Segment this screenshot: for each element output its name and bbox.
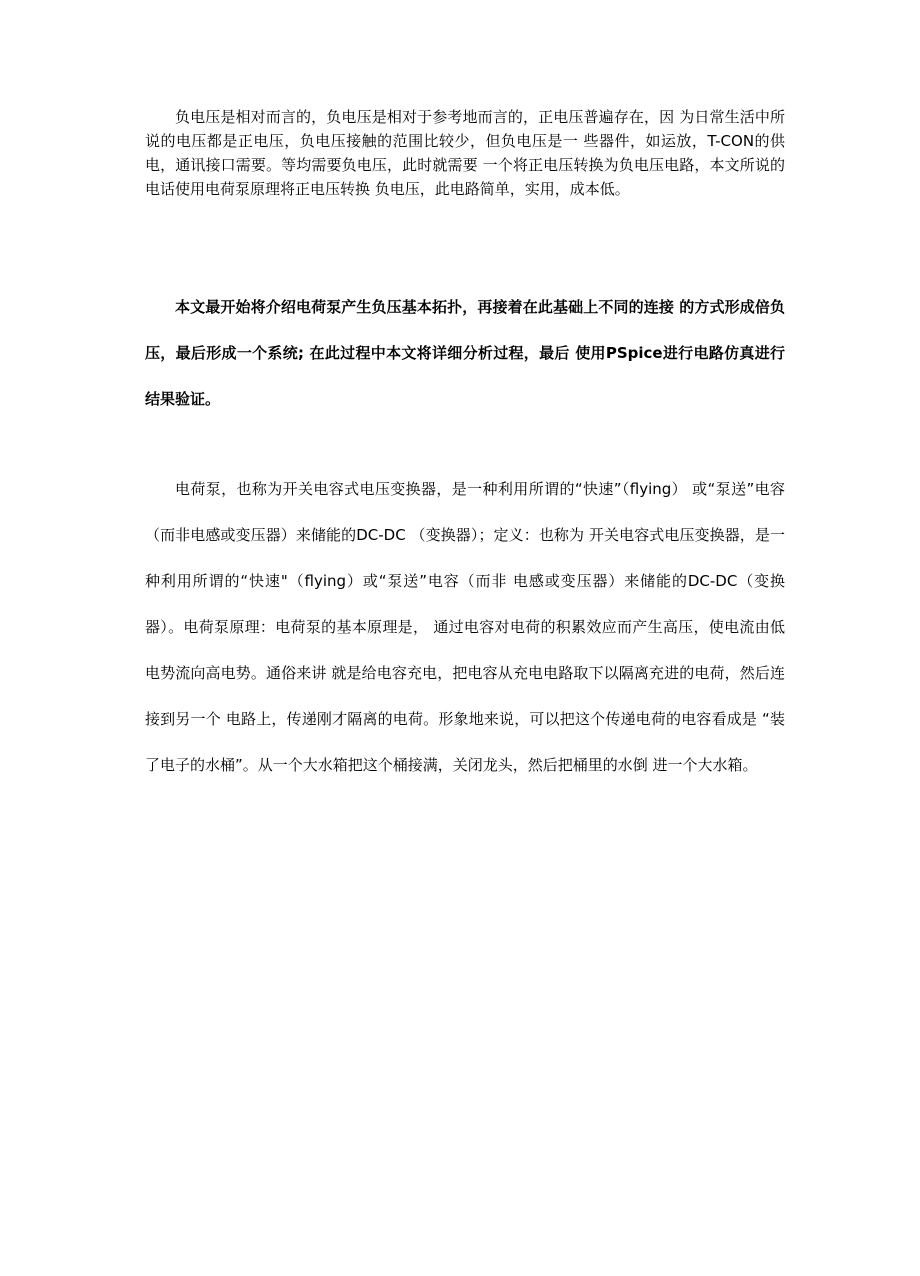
paragraph-negative-voltage-intro: 负电压是相对而言的，负电压是相对于参考地而言的，正电压普遍存在，因 为日常生活中所说的电压都是正电压，负电压接触的范围比较少，但负电压是一 些器件，如运放，T-CON的供电，通讯接口需要。等均需要负电压，此时就需要 一个将正电压转换为负电压电路，本文所说的电话使用电荷泵原理将正电压转换 负电压，此电路简单，实用，成本低。 xyxy=(145,108,785,198)
paragraph-article-overview: 本文最开始将介绍电荷泵产生负压基本拓扑，再接着在此基础上不同的连接 的方式形成倍负压，最后形成一个系统; 在此过程中本文将详细分析过程，最后 使用PSpice进行电路仿真进行结果验证。 xyxy=(145,298,785,408)
paragraph-charge-pump-definition: 电荷泵，也称为开关电容式电压变换器，是一种利用所谓的“快速”（flying） 或“泵送”电容（而非电感或变压器）来储能的DC-DC （变换器）；定义：也称为 开关电容式电压变换器，是一种利用所谓的“快速"（flying）或“泵送”电容（而非 电感或变压器）来储能的DC-DC（变换器）。电荷泵原理：电荷泵的基本原理是， 通过电容对电荷的积累效应而产生高压，使电流由低电势流向高电势。通俗来讲 就是给电容充电，把电容从充电电路取下以隔离充进的电荷，然后连接到另一个 电路上，传递刚才隔离的电荷。形象地来说，可以把这个传递电荷的电容看成是 “装了电子的水桶”。从一个大水箱把这个桶接满，关闭龙头，然后把桶里的水倒 进一个大水箱。 xyxy=(145,480,785,774)
